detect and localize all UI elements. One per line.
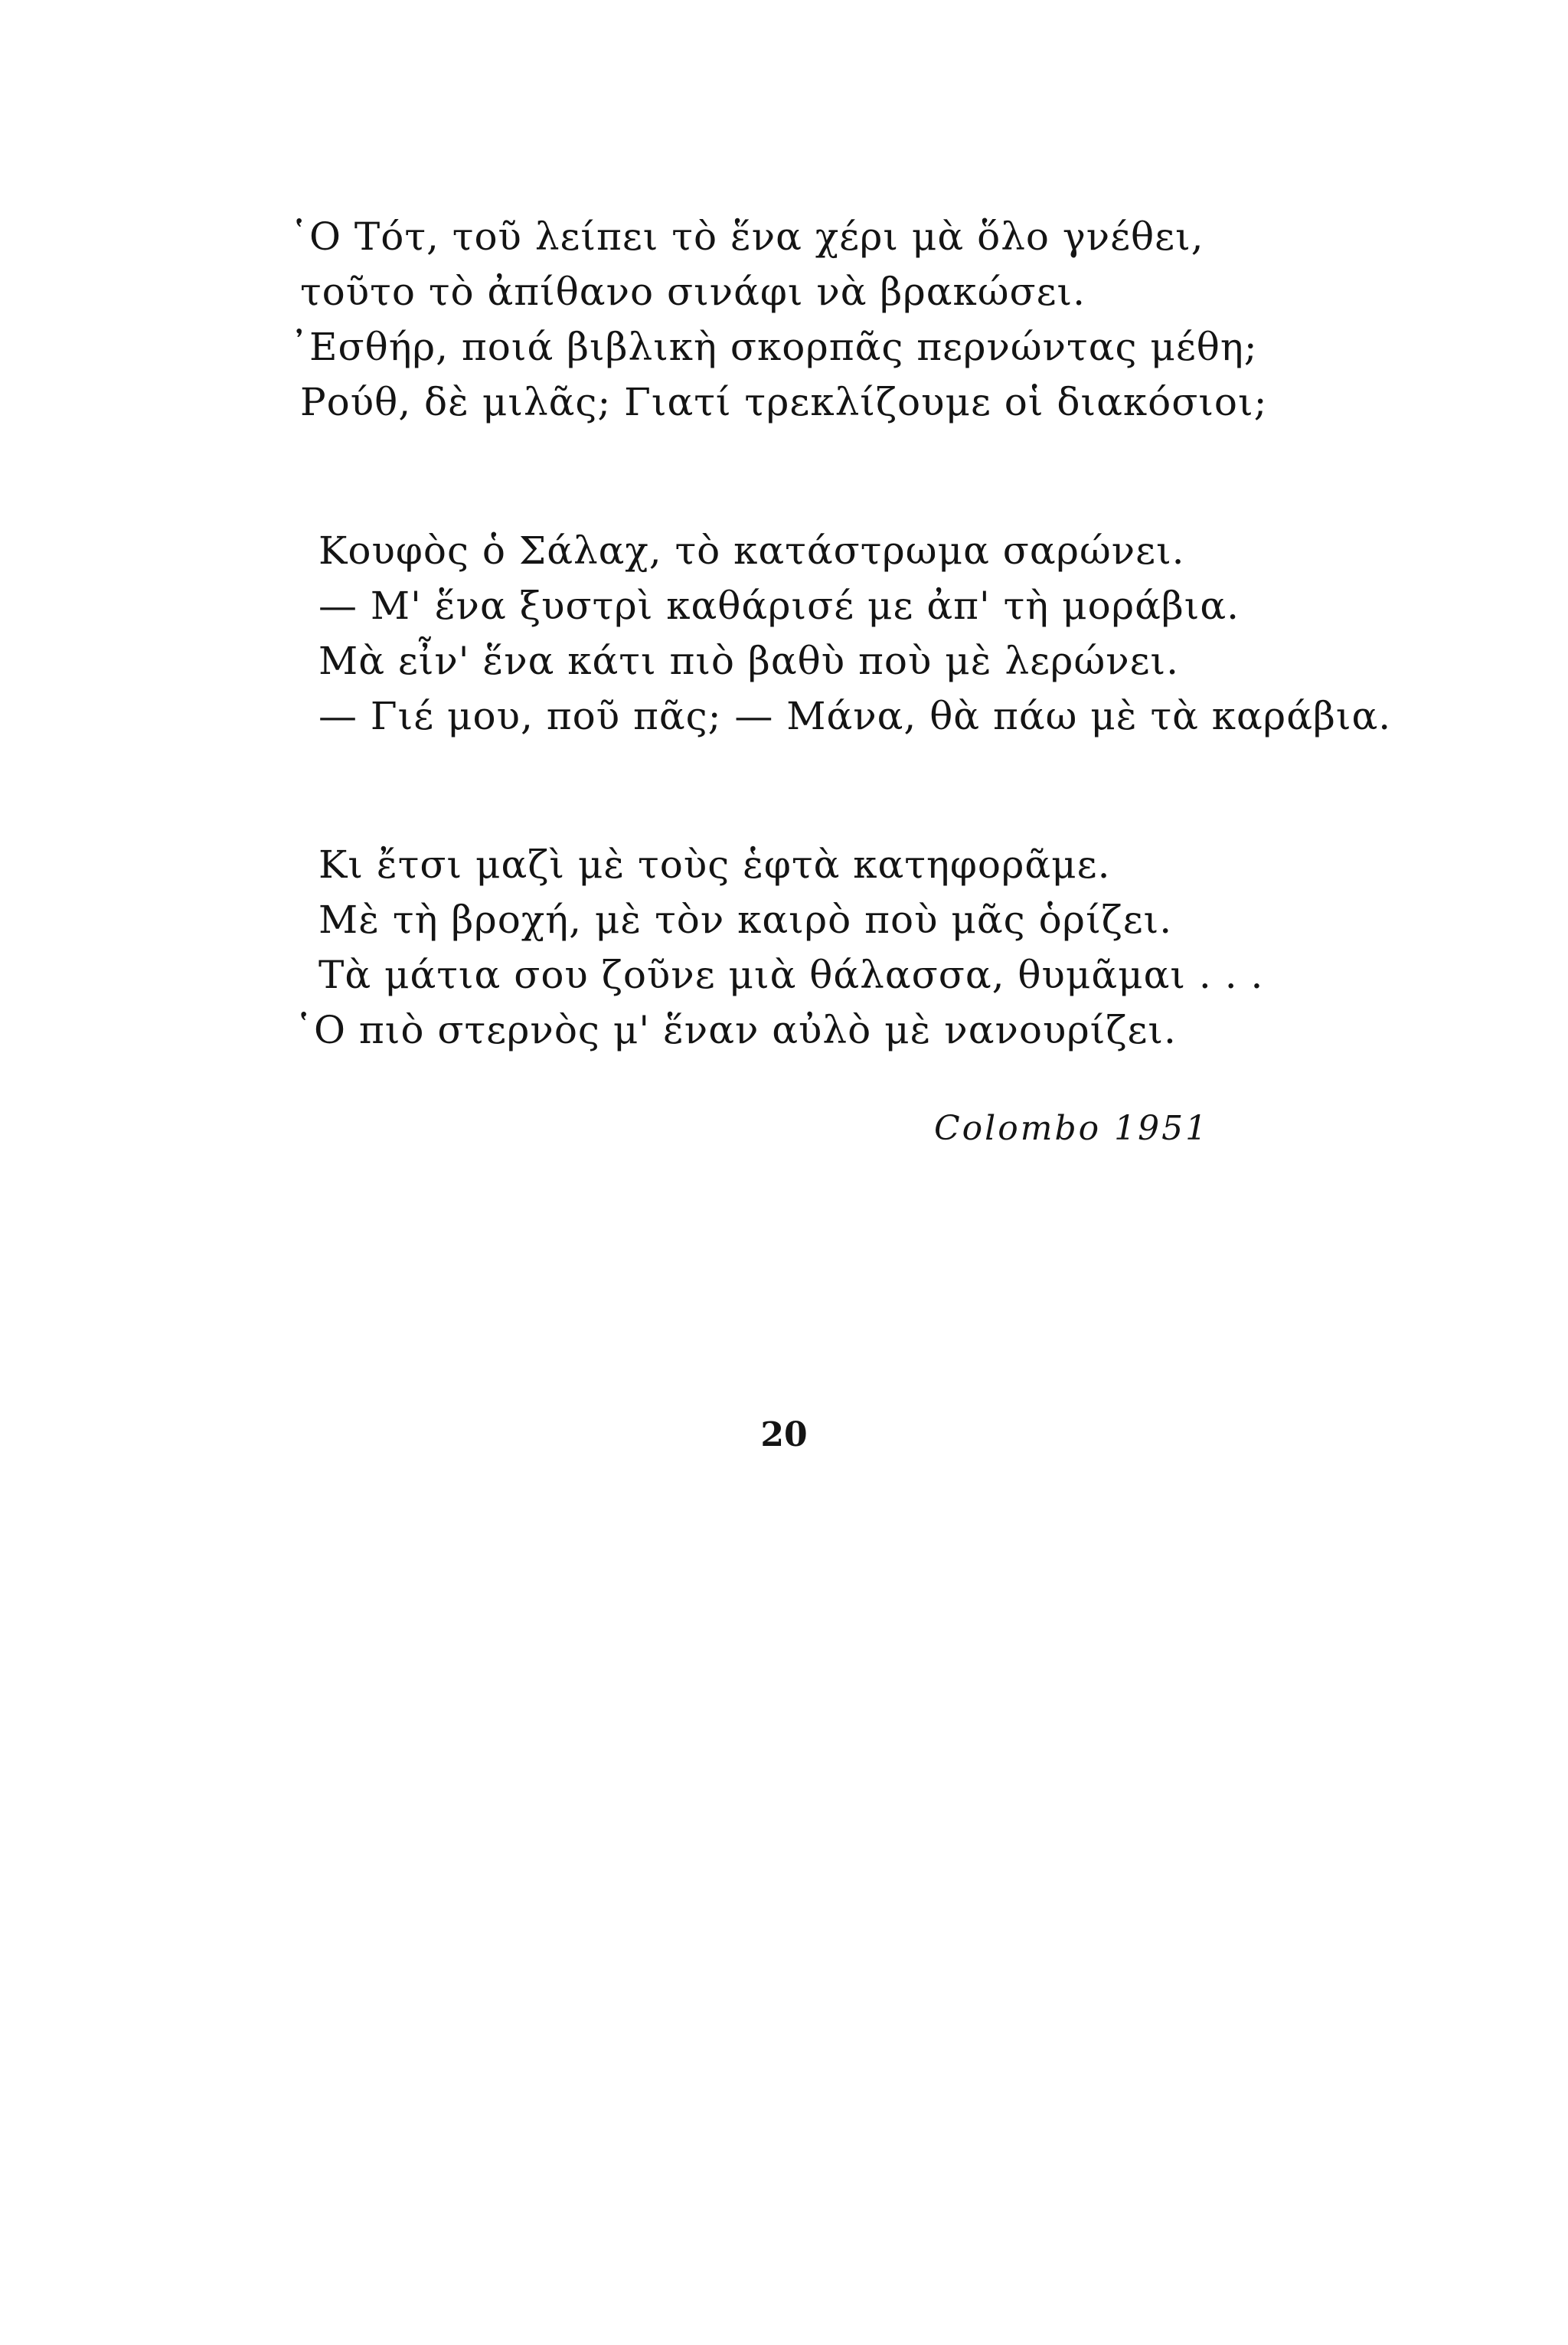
verse-line: τοῦτο τὸ ἀπίθανο σινάφι νὰ βρακώσει.: [300, 270, 1086, 314]
place-date-signature: Colombo 1951: [934, 1109, 1210, 1148]
verse-line: Κι ἔτσι μαζὶ μὲ τοὺς ἑφτὰ κατηφορᾶμε.: [318, 842, 1111, 887]
verse-line: — Γιέ μου, ποῦ πᾶς; — Μάνα, θὰ πάω μὲ τὰ καράβια.: [318, 694, 1392, 738]
page-number: 20: [760, 1415, 808, 1454]
verse-line: — Μ' ἕνα ξυστρὶ καθάρισέ με ἀπ' τὴ μοράβια.: [318, 584, 1240, 628]
verse-line: Μὰ εἶν' ἕνα κάτι πιὸ βαθὺ ποὺ μὲ λερώνει.: [318, 639, 1180, 683]
verse-line: Μὲ τὴ βροχή, μὲ τὸν καιρὸ ποὺ μᾶς ὁρίζει.: [318, 898, 1173, 942]
verse-line: ῾Ο πιὸ στερνὸς μ' ἕναν αὐλὸ μὲ νανουρίζει.: [294, 1008, 1177, 1052]
verse-line: Τὰ μάτια σου ζοῦνε μιὰ θάλασσα, θυμᾶμαι . . .: [318, 953, 1264, 997]
verse-line: ῾Ο Τότ, τοῦ λείπει τὸ ἕνα χέρι μὰ ὅλο γνέθει,: [289, 214, 1204, 259]
verse-line: Ρούθ, δὲ μιλᾶς; Γιατί τρεκλίζουμε οἱ διακόσιοι;: [300, 380, 1268, 424]
verse-line: Κουφὸς ὁ Σάλαχ, τὸ κατάστρωμα σαρώνει.: [318, 528, 1185, 573]
verse-line: ᾿Εσθήρ, ποιά βιβλικὴ σκορπᾶς περνώντας μέθη;: [289, 325, 1258, 369]
